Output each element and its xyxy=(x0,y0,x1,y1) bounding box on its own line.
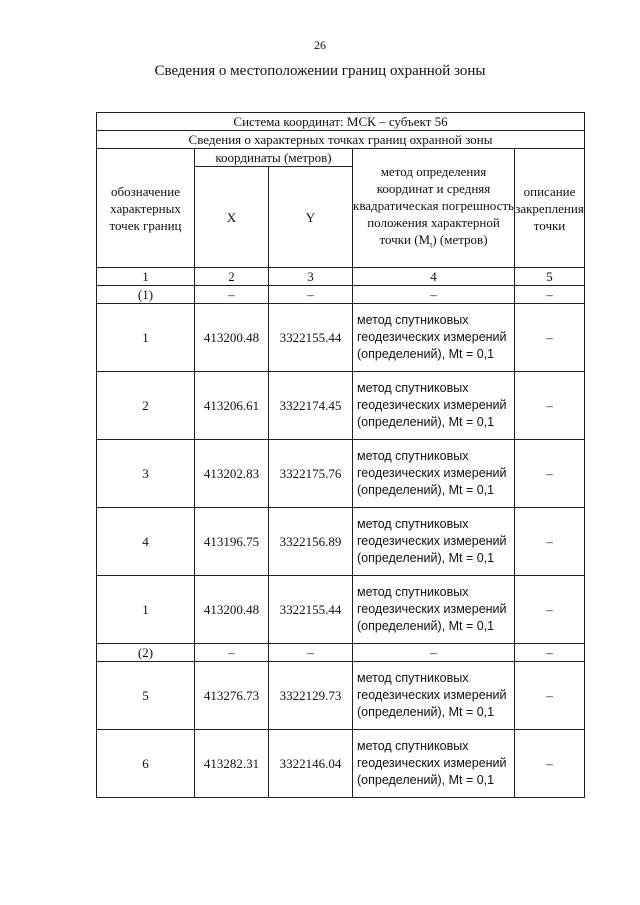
description-cell: – xyxy=(515,372,585,440)
y-coordinate: 3322175.76 xyxy=(269,440,353,508)
column-number: 3 xyxy=(269,268,353,286)
method-cell: – xyxy=(353,286,515,304)
method-cell: метод спутниковых геодезических измерений (определений), Mt = 0,1 xyxy=(353,304,515,372)
method-cell: метод спутниковых геодезических измерений (определений), Mt = 0,1 xyxy=(353,730,515,798)
table-row xyxy=(97,304,585,372)
method-cell: метод спутниковых геодезических измерений (определений), Mt = 0,1 xyxy=(353,576,515,644)
table-subtitle-row: Сведения о характерных точках границ охранной зоны xyxy=(97,131,585,149)
x-coordinate: 413196.75 xyxy=(195,508,269,576)
column-number: 1 xyxy=(97,268,195,286)
header-description: описание закрепления точки xyxy=(515,149,585,268)
description-cell: – xyxy=(515,440,585,508)
header-method-text: метод определения координат и средняя квадратическая погрешность положения характерной точки (M xyxy=(353,163,514,247)
table-row xyxy=(97,662,585,730)
header-x: X xyxy=(195,167,269,268)
column-number: 4 xyxy=(353,268,515,286)
method-cell: – xyxy=(353,644,515,662)
y-coordinate: 3322156.89 xyxy=(269,508,353,576)
x-coordinate: 413206.61 xyxy=(195,372,269,440)
description-cell: – xyxy=(515,576,585,644)
y-coordinate: – xyxy=(269,286,353,304)
contour-separator-row xyxy=(97,644,585,662)
method-cell: метод спутниковых геодезических измерений (определений), Mt = 0,1 xyxy=(353,372,515,440)
contour-separator-row xyxy=(97,286,585,304)
point-label: 3 xyxy=(97,440,195,508)
method-cell: метод спутниковых геодезических измерений (определений), Mt = 0,1 xyxy=(353,508,515,576)
table-row xyxy=(97,440,585,508)
x-coordinate: – xyxy=(195,286,269,304)
column-number: 2 xyxy=(195,268,269,286)
description-cell: – xyxy=(515,730,585,798)
header-coordinates: координаты (метров) xyxy=(195,149,353,167)
header-designation: обозначение характерных точек границ xyxy=(97,149,195,268)
page-number: 26 xyxy=(314,38,326,52)
method-cell: метод спутниковых геодезических измерений (определений), Mt = 0,1 xyxy=(353,440,515,508)
y-coordinate: 3322146.04 xyxy=(269,730,353,798)
table-row xyxy=(97,372,585,440)
x-coordinate: 413282.31 xyxy=(195,730,269,798)
description-cell: – xyxy=(515,286,585,304)
description-cell: – xyxy=(515,644,585,662)
point-label: 5 xyxy=(97,662,195,730)
description-cell: – xyxy=(515,508,585,576)
y-coordinate: – xyxy=(269,644,353,662)
document-title: Сведения о местоположении границ охранной зоны xyxy=(154,63,486,79)
y-coordinate: 3322155.44 xyxy=(269,576,353,644)
point-label: 1 xyxy=(97,576,195,644)
column-number-row xyxy=(97,268,585,286)
table-row xyxy=(97,576,585,644)
coordinate-system-row: Система координат: МСК – субъект 56 xyxy=(97,113,585,131)
boundary-points-table xyxy=(96,112,585,798)
table-row xyxy=(97,508,585,576)
header-method-end: ) (метров) xyxy=(432,231,488,247)
y-coordinate: 3322155.44 xyxy=(269,304,353,372)
header-y: Y xyxy=(269,167,353,268)
description-cell: – xyxy=(515,662,585,730)
x-coordinate: 413276.73 xyxy=(195,662,269,730)
point-label: 2 xyxy=(97,372,195,440)
y-coordinate: 3322174.45 xyxy=(269,372,353,440)
point-label: 4 xyxy=(97,508,195,576)
point-label: (2) xyxy=(97,644,195,662)
y-coordinate: 3322129.73 xyxy=(269,662,353,730)
x-coordinate: 413202.83 xyxy=(195,440,269,508)
description-cell: – xyxy=(515,304,585,372)
x-coordinate: – xyxy=(195,644,269,662)
point-label: (1) xyxy=(97,286,195,304)
header-method-subscript: t xyxy=(430,240,433,250)
x-coordinate: 413200.48 xyxy=(195,304,269,372)
point-label: 6 xyxy=(97,730,195,798)
header-method xyxy=(353,149,515,268)
column-number: 5 xyxy=(515,268,585,286)
x-coordinate: 413200.48 xyxy=(195,576,269,644)
point-label: 1 xyxy=(97,304,195,372)
table-row xyxy=(97,730,585,798)
method-cell: метод спутниковых геодезических измерений (определений), Mt = 0,1 xyxy=(353,662,515,730)
